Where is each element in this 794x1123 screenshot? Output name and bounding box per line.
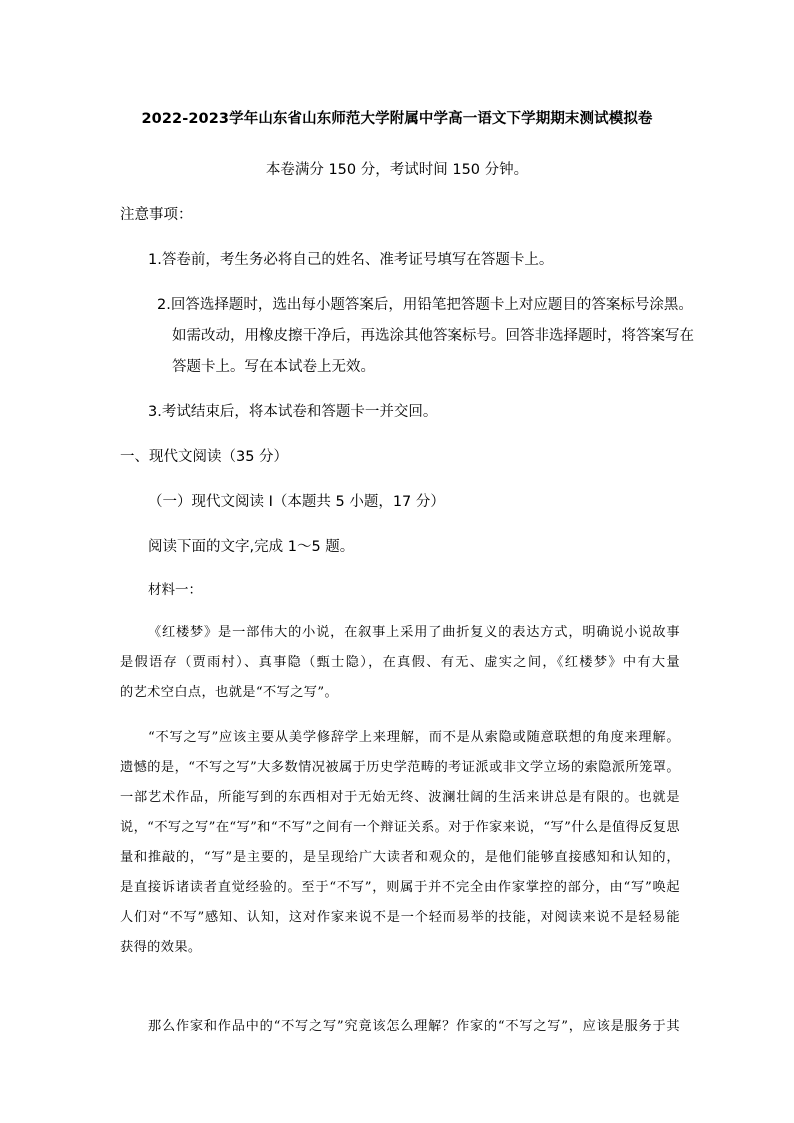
page-title: 2022-2023学年山东省山东师范大学附属中学高一语文下学期期末测试模拟卷 <box>141 111 653 127</box>
passage-line: 是直接诉诸读者直觉经验的。至于“不写”，则属于并不完全由作家掌控的部分，由“写”唤起 <box>120 880 680 895</box>
passage-paragraph-3 <box>120 1012 680 1042</box>
passage-line: “不写之写”应该主要从美学修辞学上来理解，而不是从索隐或随意联想的角度来理解。 <box>148 730 680 745</box>
passage-line: 获得的效果。 <box>120 940 202 955</box>
notice-item-1: 1.答卷前，考生务必将自己的姓名、准考证号填写在答题卡上。 <box>148 252 554 268</box>
passage-line: 是假语存（贾雨村）、真事隐（甄士隐），在真假、有无、虚实之间，《红楼梦》中有大量 <box>120 655 680 670</box>
notice-item-3: 3.考试结束后，将本试卷和答题卡一并交回。 <box>148 404 438 420</box>
passage-line: 《红楼梦》是一部伟大的小说，在叙事上采用了曲折复义的表达方式，明确说小说故事 <box>148 625 680 640</box>
notice-item-2-line-3: 答题卡上。写在本试卷上无效。 <box>172 359 375 375</box>
passage-line: 遗憾的是，“不写之写”大多数情况被属于历史学范畴的考证派或非文学立场的索隐派所笼罩。 <box>120 760 680 775</box>
passage-line: 量和推敲的，“写”是主要的，是呈现给广大读者和观众的，是他们能够直接感知和认知的， <box>120 850 680 865</box>
passage-line: 人们对“不写”感知、认知，这对作家来说不是一个轻而易举的技能，对阅读来说不是轻易能 <box>120 910 680 925</box>
passage-line: 的艺术空白点，也就是“不写之写”。 <box>120 685 339 700</box>
passage-line: 说，“不写之写”在“写”和“不写”之间有一个辩证关系。对于作家来说，“写”什么是值得反复思 <box>120 820 680 835</box>
section-heading: 一、现代文阅读（35 分） <box>120 449 289 465</box>
passage-paragraph-2 <box>120 723 680 963</box>
notice-item-2-line-1: 2.回答选择题时，选出每小题答案后，用铅笔把答题卡上对应题目的答案标号涂黑。 <box>157 297 693 313</box>
passage-line: 那么作家和作品中的“不写之写”究竟该怎么理解？作家的“不写之写”，应该是服务于其 <box>148 1019 680 1034</box>
passage-paragraph-1 <box>120 618 680 708</box>
passage-line: 一部艺术作品，所能写到的东西相对于无始无终、波澜壮阔的生活来讲总是有限的。也就是 <box>120 790 680 805</box>
material-label: 材料一： <box>148 582 202 598</box>
reading-instruction: 阅读下面的文字,完成 1～5 题。 <box>148 539 355 555</box>
notice-item-2-line-2: 如需改动，用橡皮擦干净后，再选涂其他答案标号。回答非选择题时，将答案写在 <box>172 328 694 344</box>
subsection-heading: （一）现代文阅读 I（本题共 5 小题，17 分） <box>148 494 445 510</box>
exam-info: 本卷满分 150 分，考试时间 150 分钟。 <box>265 162 529 178</box>
notice-heading: 注意事项： <box>120 207 193 223</box>
